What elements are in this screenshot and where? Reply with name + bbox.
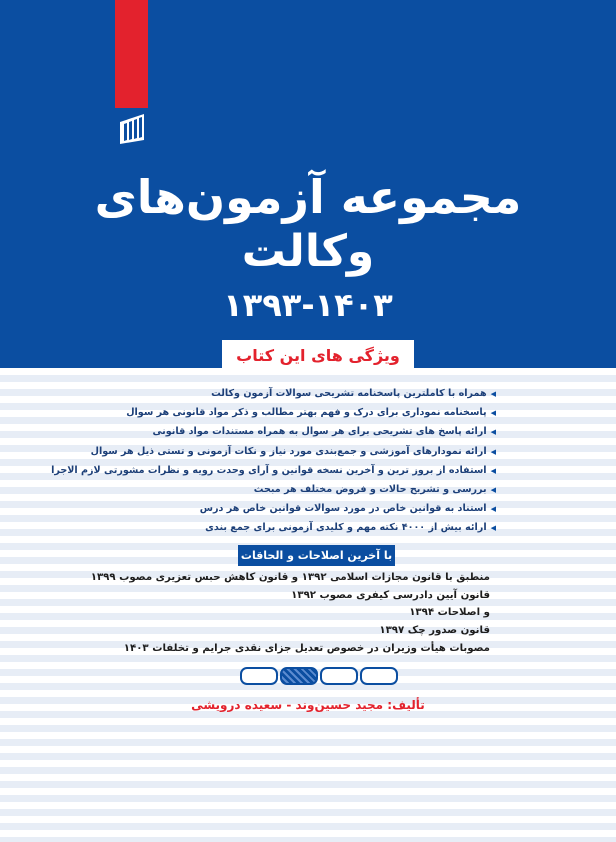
book-title-line2: وکالت — [241, 226, 375, 277]
series-box — [240, 667, 278, 685]
feature-item: ◀ استفاده از بروز ترین و آخرین نسخه قوانین و آرای وحدت رویه و نظرات مشورتی لازم الاجرا — [150, 461, 496, 480]
publisher-logo-icon — [118, 110, 146, 146]
revision-item: قانون صدور چک ۱۳۹۷ — [379, 625, 490, 637]
revisions-list — [90, 569, 490, 657]
feature-item: ◀ بررسی و تشریح حالات و فروض مختلف هر مبحث — [150, 480, 496, 499]
feature-item: ◀ ارائه پاسخ های تشریحی برای هر سوال به همراه مستندات مواد قانونی — [150, 422, 496, 441]
series-box — [360, 667, 398, 685]
revision-item: منطبق با قانون مجازات اسلامی ۱۳۹۲ و قانون کاهش حبس تعزیری مصوب ۱۳۹۹ — [90, 572, 490, 583]
features-list — [51, 384, 496, 538]
revision-item: و اصلاحات ۱۳۹۴ — [409, 607, 490, 619]
feature-item: ◀ ارائه بیش از ۴۰۰۰ نکته مهم و کلیدی آزمونی برای جمع بندی — [150, 518, 496, 537]
authors-names: مجید حسین‌وند - سعیده درویشی — [191, 698, 384, 712]
feature-item: ◀ ارائه نمودارهای آموزشی و جمع‌بندی مورد نیاز و نکات آزمونی و تستی ذیل هر سوال — [150, 442, 496, 461]
red-ribbon — [115, 0, 148, 108]
series-box — [320, 667, 358, 685]
features-heading: ویژگی های این کتاب — [222, 340, 414, 372]
authors-label: تألیف: — [387, 698, 425, 712]
revisions-heading: با آخرین اصلاحات و الحاقات — [238, 545, 395, 566]
authors-line — [0, 698, 616, 712]
series-box — [280, 667, 318, 685]
year-range: ۱۳۹۳-۱۴۰۳ — [223, 286, 393, 324]
book-title-line1: مجموعه آزمون‌های — [94, 170, 522, 224]
revision-item: قانون آیین دادرسی کیفری مصوب ۱۳۹۲ — [291, 589, 490, 601]
feature-item: ◀ همراه با کاملترین پاسخنامه تشریحی سوالات آزمون وکالت — [150, 384, 496, 403]
revision-item: مصوبات هیأت وزیران در خصوص تعدیل جزای نقدی جرایم و تخلفات ۱۴۰۳ — [123, 642, 490, 654]
feature-item: ◀ پاسخنامه نموداری برای درک و فهم بهتر مطالب و ذکر مواد قانونی هر سوال — [150, 403, 496, 422]
series-indicator — [240, 667, 396, 685]
feature-item: ◀ استناد به قوانین خاص در مورد سوالات قوانین خاص هر درس — [150, 499, 496, 518]
